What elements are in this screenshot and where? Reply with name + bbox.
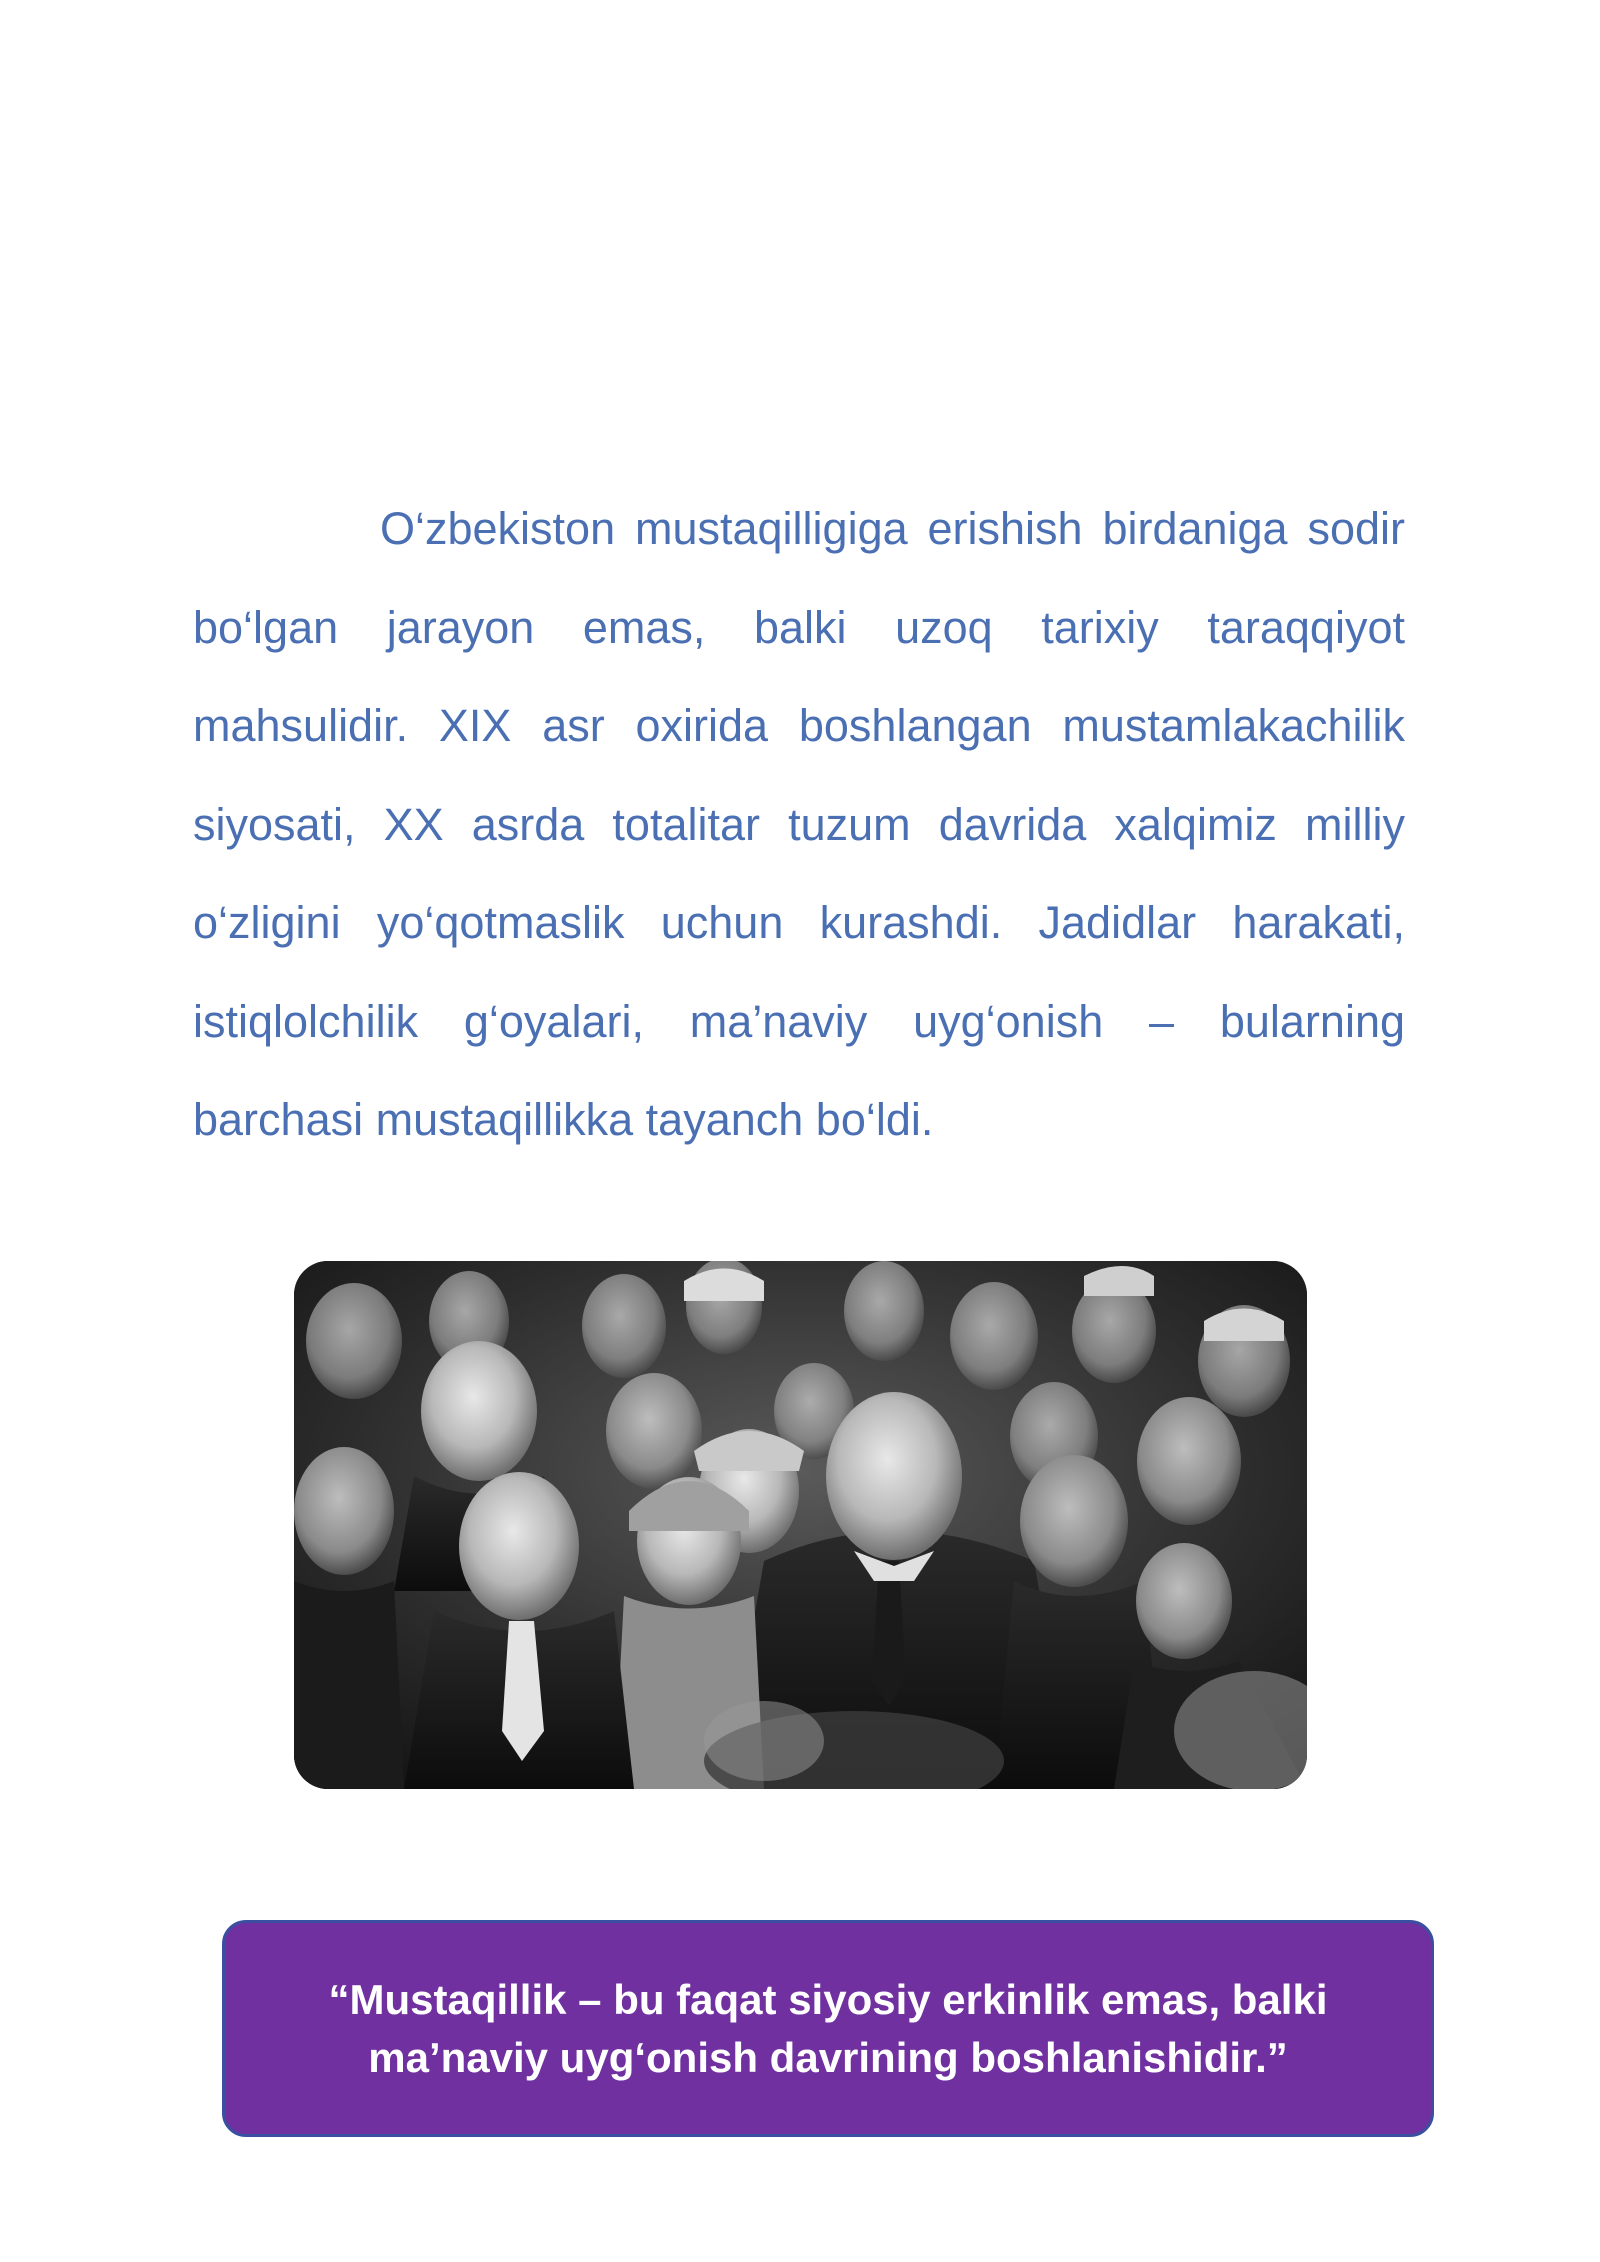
crowd-photo-image bbox=[294, 1261, 1307, 1789]
body-paragraph: O‘zbekiston mustaqilligiga erishish birdaniga sodir bo‘lgan jarayon emas, balki uzoq tarixiy taraqqiyot mahsulidir. XIX asr oxirida boshlangan mustamlakachilik siyosati, XX asrda totalitar tuzum davrida xalqimiz milliy o‘zligini yo‘qotmaslik uchun kurashdi. Jadidlar harakati, istiqlolchilik g‘oyalari, ma’naviy uyg‘onish – bularning barchasi mustaqillikka tayanch bo‘ldi. bbox=[193, 503, 1405, 1145]
historical-photo bbox=[294, 1261, 1307, 1789]
quote-box bbox=[222, 1920, 1434, 2137]
quote-text: “Mustaqillik – bu faqat siyosiy erkinlik emas, balki ma’naviy uyg‘onish davrining boshlanishidir.” bbox=[328, 1975, 1328, 2081]
